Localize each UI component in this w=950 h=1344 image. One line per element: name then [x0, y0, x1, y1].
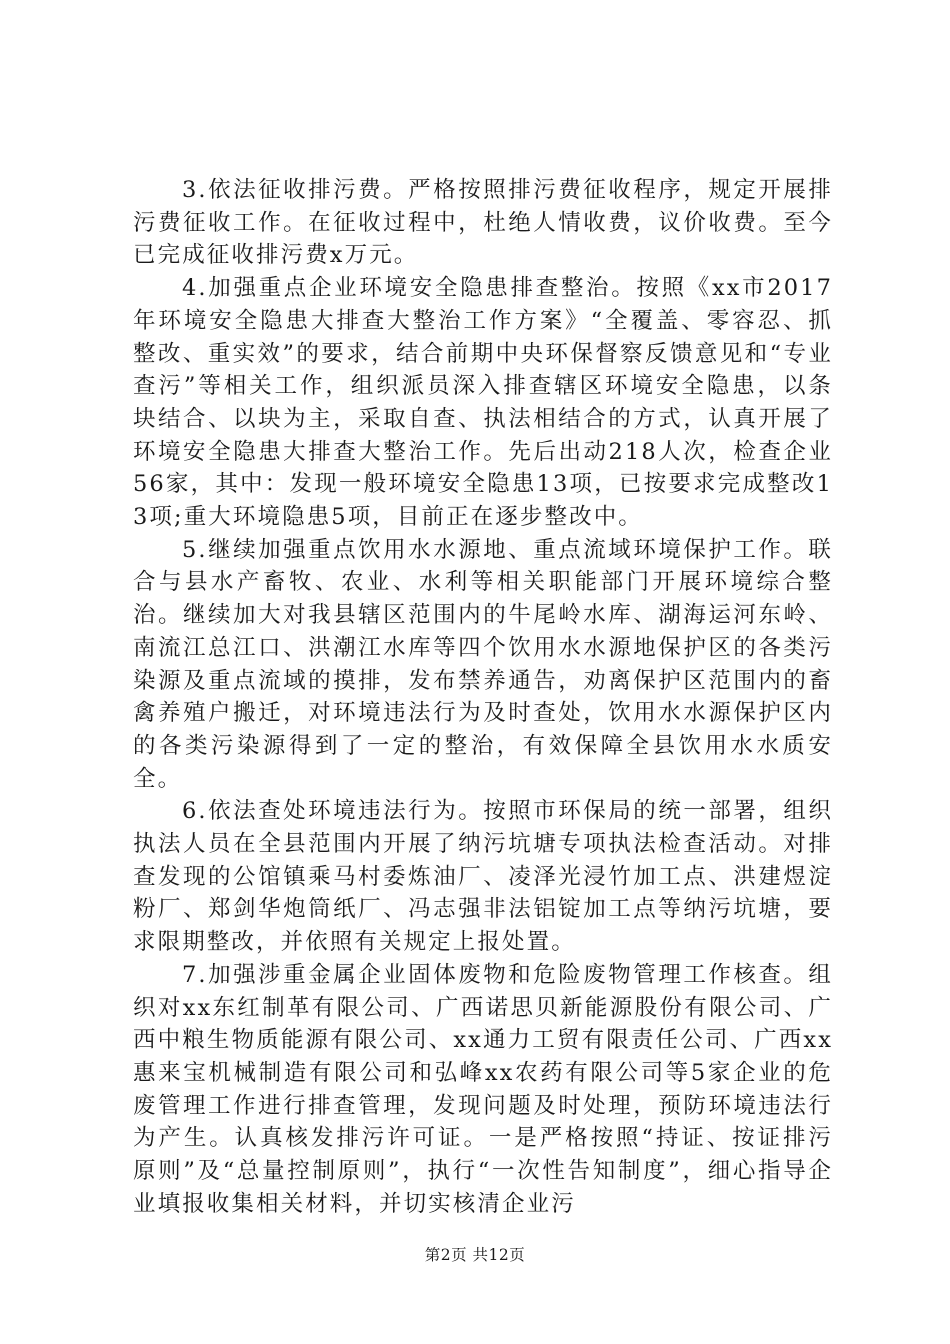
- document-body: [133, 174, 833, 1221]
- paragraph-6: 6.依法查处环境违法行为。按照市环保局的统一部署，组织执法人员在全县范围内开展了纳污坑塘专项执法检查活动。对排查发现的公馆镇乘马村委炼油厂、凌泽光浸竹加工点、洪建煜淀粉厂、郑剑华炮筒纸厂、冯志强非法铝锭加工点等纳污坑塘，要求限期整改，并依照有关规定上报处置。: [133, 798, 833, 956]
- paragraph-4: 4.加强重点企业环境安全隐患排查整治。按照《xx市2017年环境安全隐患大排查大整治工作方案》“全覆盖、零容忍、抓整改、重实效”的要求，结合前期中央环保督察反馈意见和“专业查污”等相关工作，组织派员深入排查辖区环境安全隐患，以条块结合、以块为主，采取自查、执法相结合的方式，认真开展了环境安全隐患大排查大整治工作。先后出动218人次，检查企业56家，其中：发现一般环境安全隐患13项，已按要求完成整改13项;重大环境隐患5项，目前正在逐步整改中。: [133, 275, 833, 531]
- page-number-footer: 第2页 共12页: [424, 1246, 526, 1264]
- paragraph-3: 3.依法征收排污费。严格按照排污费征收程序，规定开展排污费征收工作。在征收过程中，杜绝人情收费，议价收费。至今已完成征收排污费x万元。: [133, 177, 833, 269]
- paragraph-5: 5.继续加强重点饮用水水源地、重点流域环境保护工作。联合与县水产畜牧、农业、水利等相关职能部门开展环境综合整治。继续加大对我县辖区范围内的牛尾岭水库、湖海运河东岭、南流江总江口、洪潮江水库等四个饮用水水源地保护区的各类污染源及重点流域的摸排，发布禁养通告，劝离保护区范围内的畜禽养殖户搬迁，对环境违法行为及时查处，饮用水水源保护区内的各类污染源得到了一定的整治，有效保障全县饮用水水质安全。: [133, 536, 833, 792]
- paragraph-7: 7.加强涉重金属企业固体废物和危险废物管理工作核查。组织对xx东红制革有限公司、广西诺思贝新能源股份有限公司、广西中粮生物质能源有限公司、xx通力工贸有限责任公司、广西xx惠来宝机械制造有限公司和弘峰xx农药有限公司等5家企业的危废管理工作进行排查管理，发现问题及时处理，预防环境违法行为产生。认真核发排污许可证。一是严格按照“持证、按证排污原则”及“总量控制原则”，执行“一次性告知制度”，细心指导企业填报收集相关材料，并切实核清企业污: [133, 961, 833, 1217]
